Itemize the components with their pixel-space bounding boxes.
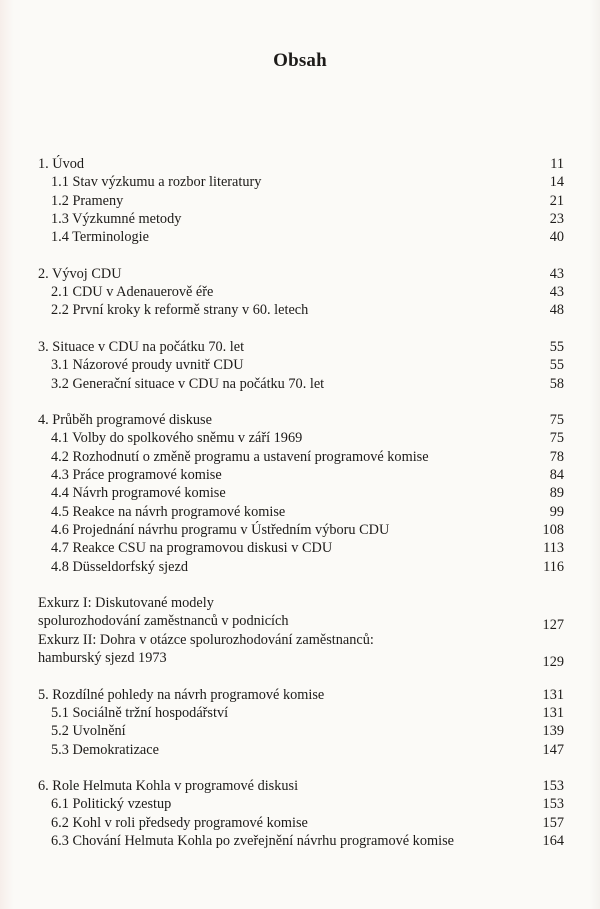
toc-entry-label: 6.3 Chování Helmuta Kohla po zveřejnění návrhu programové komise xyxy=(51,832,454,849)
toc-entry-label: 5. Rozdílné pohledy na návrh programové komise xyxy=(38,686,325,703)
toc-subentry xyxy=(38,448,564,466)
toc-entry-label: 3.2 Generační situace v CDU na počátku 70. let xyxy=(51,375,325,392)
toc-subentry xyxy=(38,795,564,813)
toc-subentry xyxy=(38,704,564,722)
toc-page-number: 164 xyxy=(542,832,564,849)
toc-entry-label: 1.3 Výzkumné metody xyxy=(51,210,182,227)
toc-page-number: 43 xyxy=(549,265,564,282)
toc-entry-label: 4.5 Reakce na návrh programové komise xyxy=(51,503,286,520)
toc-entry-label: Exkurz II: Dohra v otázce spolurozhodování zaměstnanců: xyxy=(38,631,374,648)
toc-entry-label: 4.4 Návrh programové komise xyxy=(51,485,226,502)
toc-entry-label: spolurozhodování zaměstnanců v podnicích xyxy=(38,613,289,630)
toc-entry-label: 4.2 Rozhodnutí o změně programu a ustavení programové komise xyxy=(51,448,429,465)
toc-subentry xyxy=(38,192,564,210)
toc-entry xyxy=(38,411,564,429)
toc-page-number: 84 xyxy=(549,467,564,484)
toc-page-number: 75 xyxy=(549,430,564,447)
toc-entry-label: 4.3 Práce programové komise xyxy=(51,467,222,484)
toc-page-number: 131 xyxy=(542,704,564,721)
toc-page-number: 153 xyxy=(542,778,564,795)
toc-subentry xyxy=(38,814,564,832)
toc-subentry xyxy=(38,558,564,576)
toc-subentry xyxy=(38,210,564,228)
toc-entry xyxy=(38,612,564,634)
toc-page-number: 127 xyxy=(542,617,564,634)
toc-subentry xyxy=(38,301,564,319)
toc-page-number: 40 xyxy=(549,229,564,246)
toc-page-number: 129 xyxy=(542,654,564,671)
toc-entry-label: 4.8 Düsseldorfský sjezd xyxy=(51,558,188,575)
section-gap xyxy=(38,246,564,264)
toc-page-number: 78 xyxy=(549,448,564,465)
section-gap xyxy=(38,320,564,338)
toc-page-number: 99 xyxy=(549,503,564,520)
toc-page-number: 147 xyxy=(542,741,564,758)
toc-entry xyxy=(38,155,564,173)
toc-entry-label: 5.2 Uvolnění xyxy=(51,723,126,740)
toc-page-number: 14 xyxy=(549,174,564,191)
toc-page-number: 43 xyxy=(549,284,564,301)
toc-entry xyxy=(38,594,564,612)
toc-entry-label: 6. Role Helmuta Kohla v programové diskusi xyxy=(38,778,299,795)
toc-entry-label: 1.2 Prameny xyxy=(51,192,124,209)
section-gap xyxy=(38,667,564,685)
toc-entry-label: 1.1 Stav výzkumu a rozbor literatury xyxy=(51,174,262,191)
toc-entry-label: 1.4 Terminologie xyxy=(51,229,150,246)
toc-subentry xyxy=(38,375,564,393)
toc-page-number: 75 xyxy=(549,412,564,429)
toc-subentry xyxy=(38,503,564,521)
toc-entry xyxy=(38,649,564,671)
toc-entry-label: 2. Vývoj CDU xyxy=(38,265,122,282)
toc-entry xyxy=(38,265,564,283)
toc-entry-label: 4.6 Projednání návrhu programu v Ústředním výboru CDU xyxy=(51,521,390,538)
toc-page-number: 48 xyxy=(549,302,564,319)
page-title: Obsah xyxy=(273,50,327,71)
toc-subentry xyxy=(38,832,564,850)
toc-entry xyxy=(38,338,564,356)
toc-entry-label: 4. Průběh programové diskuse xyxy=(38,412,212,429)
toc-entry xyxy=(38,631,564,649)
toc-page-number: 58 xyxy=(549,375,564,392)
toc-subentry xyxy=(38,484,564,502)
toc-subentry xyxy=(38,429,564,447)
section-gap xyxy=(38,393,564,411)
toc-entry-label: 2.2 První kroky k reformě strany v 60. letech xyxy=(51,302,309,319)
toc-entry-label: 4.1 Volby do spolkového sněmu v září 1969 xyxy=(51,430,303,447)
toc-entry xyxy=(38,686,564,704)
toc-subentry xyxy=(38,521,564,539)
toc-subentry xyxy=(38,228,564,246)
toc-page-number: 108 xyxy=(542,521,564,538)
toc-page-number: 21 xyxy=(549,192,564,209)
toc-page-number: 116 xyxy=(543,558,564,575)
toc-page-number: 153 xyxy=(542,796,564,813)
toc-page-number: 131 xyxy=(542,686,564,703)
toc-entry-label: Exkurz I: Diskutované modely xyxy=(38,595,214,612)
toc-entry-label: 4.7 Reakce CSU na programovou diskusi v CDU xyxy=(51,540,333,557)
toc-entry-label: 3. Situace v CDU na počátku 70. let xyxy=(38,338,245,355)
toc-subentry xyxy=(38,283,564,301)
toc-page-number: 113 xyxy=(543,540,564,557)
toc-entry-label: 5.3 Demokratizace xyxy=(51,741,159,758)
toc-page-number: 157 xyxy=(542,814,564,831)
toc-entry-label: 6.2 Kohl v roli předsedy programové komise xyxy=(51,814,308,831)
toc-entry-label: 5.1 Sociálně tržní hospodářství xyxy=(51,704,229,721)
toc-page-number: 11 xyxy=(550,156,564,172)
toc-subentry xyxy=(38,539,564,557)
toc-entry-label: hamburský sjezd 1973 xyxy=(38,650,167,667)
toc-subentry xyxy=(38,741,564,759)
toc-page-number: 23 xyxy=(549,210,564,227)
toc-entry-label: 6.1 Politický vzestup xyxy=(51,796,172,813)
toc-entry-label: 1. Úvod xyxy=(38,156,85,172)
section-gap xyxy=(38,576,564,594)
toc-page-number: 139 xyxy=(542,723,564,740)
toc-subentry xyxy=(38,722,564,740)
toc-page-number: 55 xyxy=(549,357,564,374)
toc-page-number: 55 xyxy=(549,338,564,355)
toc-subentry xyxy=(38,173,564,191)
toc-entry xyxy=(38,777,564,795)
toc-entry-label: 2.1 CDU v Adenauerově éře xyxy=(51,284,214,301)
toc-subentry xyxy=(38,356,564,374)
toc-subentry xyxy=(38,466,564,484)
toc-page-number: 89 xyxy=(549,485,564,502)
toc-entry-label: 3.1 Názorové proudy uvnitř CDU xyxy=(51,357,244,374)
section-gap xyxy=(38,759,564,777)
table-of-contents xyxy=(38,155,564,850)
